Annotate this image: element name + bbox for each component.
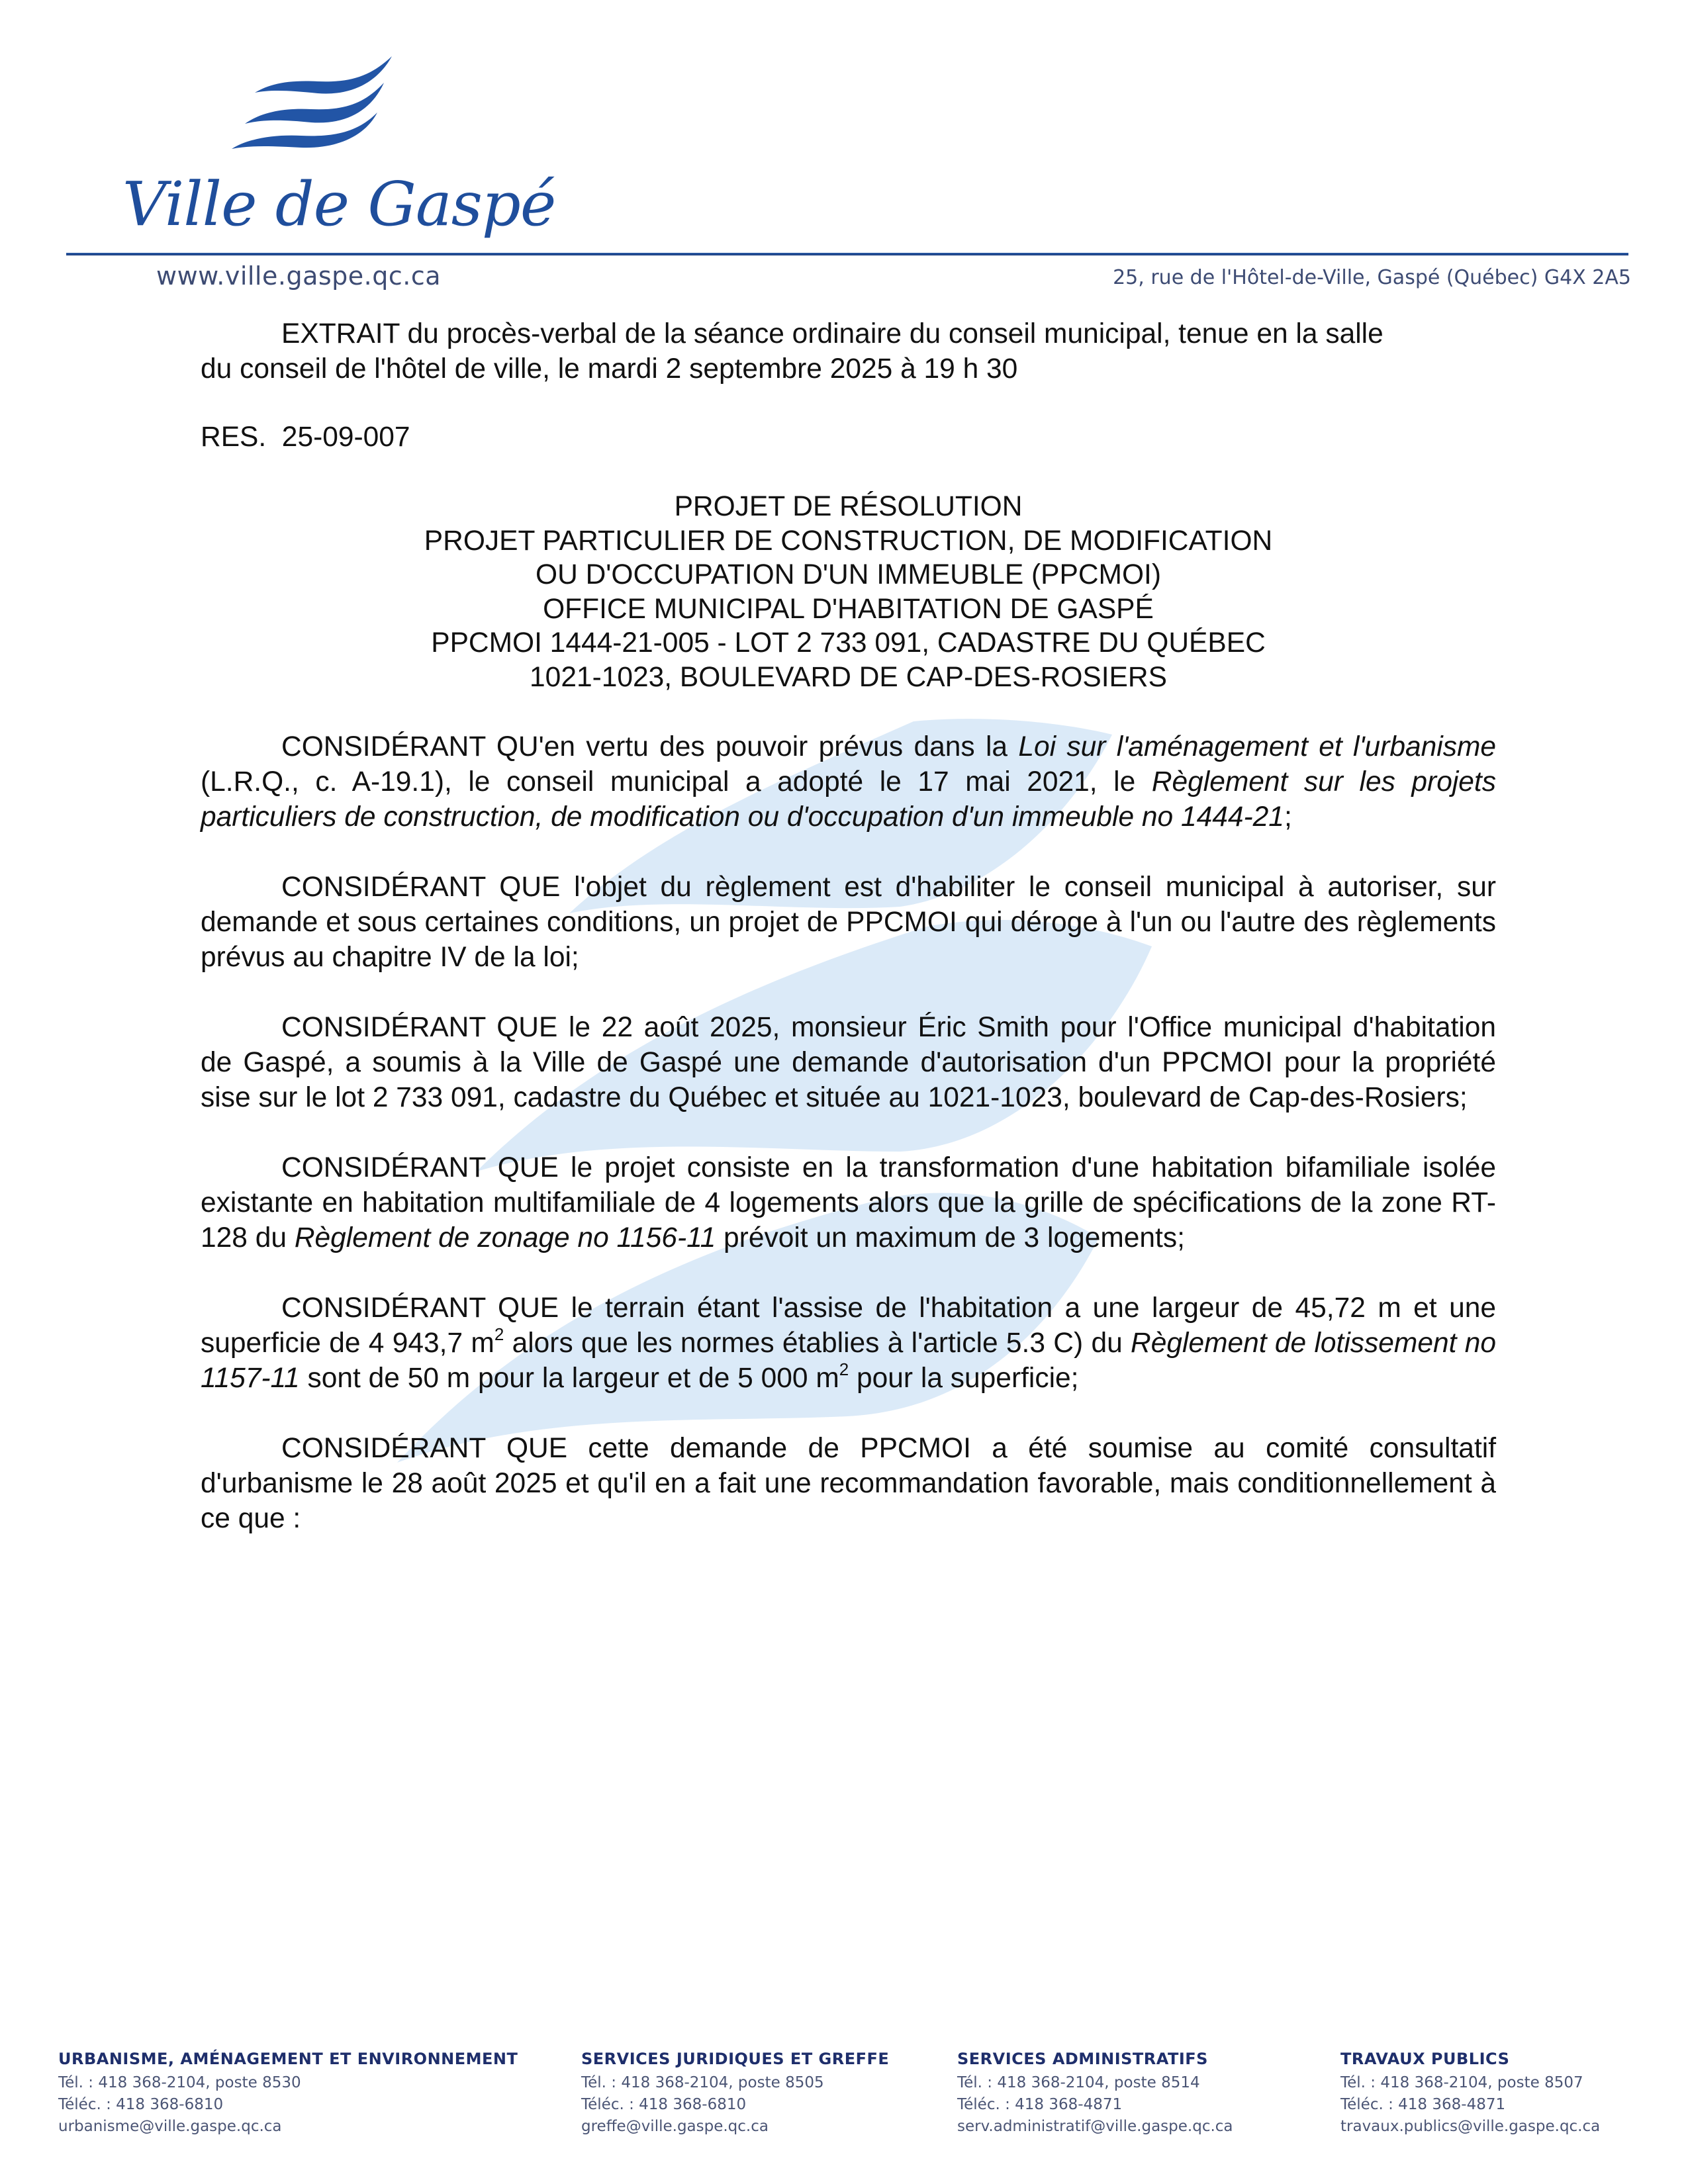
footer-column-greffe [581, 2050, 889, 2138]
intro-line-2: du conseil de l'hôtel de ville, le mardi 2 septembre 2025 à 19 h 30 [201, 353, 1018, 385]
considerant-paragraph-6: CONSIDÉRANT QUE cette demande de PPCMOI a été soumise au comité consultatif d'urbanisme le 28 août 2025 et qu'il en a fait une recommandation favorable, mais conditionnellement à ce que : [201, 1433, 1496, 1534]
considerant-paragraph-5: CONSIDÉRANT QUE le terrain étant l'assise de l'habitation a une largeur de 45,72 m et une superficie de 4 943,7 $m^2$ alors que les normes établies à l'article 5.3 C) du Règlement de lotissement no 1157-11 sont de 50 m pour la largeur et de 5 000 $m^2$ pour la superficie; [201, 1293, 1496, 1394]
footer-heading: SERVICES JURIDIQUES ET GREFFE [581, 2050, 890, 2068]
footer-heading: TRAVAUX PUBLICS [1340, 2050, 1510, 2068]
resolution-title [201, 490, 1496, 694]
resolution-number: RES. 25-09-007 [201, 422, 410, 453]
footer-fax: Téléc. : 418 368-6810 [581, 2096, 747, 2113]
title-line: PROJET DE RÉSOLUTION [674, 491, 1023, 522]
footer-email-link[interactable]: greffe@ville.gaspe.qc.ca [581, 2118, 769, 2135]
logo-text: Ville de Gaspé [122, 169, 556, 240]
footer-email-link[interactable]: serv.administratif@ville.gaspe.qc.ca [957, 2118, 1233, 2135]
header-divider [66, 253, 1628, 255]
considerant-paragraph-2: CONSIDÉRANT QUE l'objet du règlement est d'habiliter le conseil municipal à autoriser, sur demande et sous certaines conditions, un projet de PPCMOI qui déroge à l'un ou l'autre des règlements prévus au chapitre IV de la loi; [201, 872, 1496, 973]
considerant-paragraph-1: CONSIDÉRANT QU'en vertu des pouvoir prévus dans la Loi sur l'aménagement et l'urbanisme (L.R.Q., c. A-19.1), le conseil municipal a adopté le 17 mai 2021, le Règlement sur les projets particuliers de construction, de modification ou d'occupation d'un immeuble no 1444-21; [201, 731, 1496, 833]
footer-phone: Tél. : 418 368-2104, poste 8507 [1340, 2074, 1583, 2091]
letterhead [0, 0, 1688, 291]
footer-column-administratifs [957, 2050, 1233, 2138]
document-body [201, 316, 1496, 1536]
city-hall-address: 25, rue de l'Hôtel-de-Ville, Gaspé (Québec) G4X 2A5 [1113, 266, 1631, 289]
considerant-paragraph-3: CONSIDÉRANT QUE le 22 août 2025, monsieur Éric Smith pour l'Office municipal d'habitation de Gaspé, a soumis à la Ville de Gaspé une demande d'autorisation d'un PPCMOI pour la propriété sise sur le lot 2 733 091, cadastre du Québec et située au 1021-1023, boulevard de Cap-des-Rosiers; [201, 1012, 1496, 1113]
footer-email-link[interactable]: travaux.publics@ville.gaspe.qc.ca [1340, 2118, 1601, 2135]
title-line: OU D'OCCUPATION D'UN IMMEUBLE (PPCMOI) [536, 559, 1161, 590]
footer-email-link[interactable]: urbanisme@ville.gaspe.qc.ca [58, 2118, 282, 2135]
footer-column-urbanisme [58, 2050, 518, 2138]
title-line: 1021-1023, BOULEVARD DE CAP-DES-ROSIERS [530, 661, 1167, 693]
logo-waves-icon [218, 56, 400, 149]
intro-line-1: EXTRAIT du procès-verbal de la séance ordinaire du conseil municipal, tenue en la salle [281, 318, 1383, 349]
footer-phone: Tél. : 418 368-2104, poste 8530 [58, 2074, 301, 2091]
title-line: PPCMOI 1444-21-005 - LOT 2 733 091, CADASTRE DU QUÉBEC [431, 627, 1266, 659]
footer-fax: Téléc. : 418 368-4871 [957, 2096, 1123, 2113]
footer-fax: Téléc. : 418 368-6810 [58, 2096, 224, 2113]
footer-phone: Tél. : 418 368-2104, poste 8514 [957, 2074, 1200, 2091]
footer-column-travaux-publics [1340, 2050, 1600, 2138]
title-line: OFFICE MUNICIPAL D'HABITATION DE GASPÉ [543, 593, 1154, 625]
website-link[interactable]: www.ville.gaspe.qc.ca [156, 261, 442, 291]
footer-fax: Téléc. : 418 368-4871 [1340, 2096, 1506, 2113]
footer-heading: URBANISME, AMÉNAGEMENT ET ENVIRONNEMENT [58, 2050, 518, 2068]
title-line: PROJET PARTICULIER DE CONSTRUCTION, DE MODIFICATION [424, 525, 1273, 557]
footer-phone: Tél. : 418 368-2104, poste 8505 [581, 2074, 824, 2091]
footer-heading: SERVICES ADMINISTRATIFS [957, 2050, 1208, 2068]
considerant-paragraph-4: CONSIDÉRANT QUE le projet consiste en la transformation d'une habitation bifamiliale isolée existante en habitation multifamiliale de 4 logements alors que la grille de spécifications de la zone RT-128 du Règlement de zonage no 1156-11 prévoit un maximum de 3 logements; [201, 1152, 1496, 1253]
